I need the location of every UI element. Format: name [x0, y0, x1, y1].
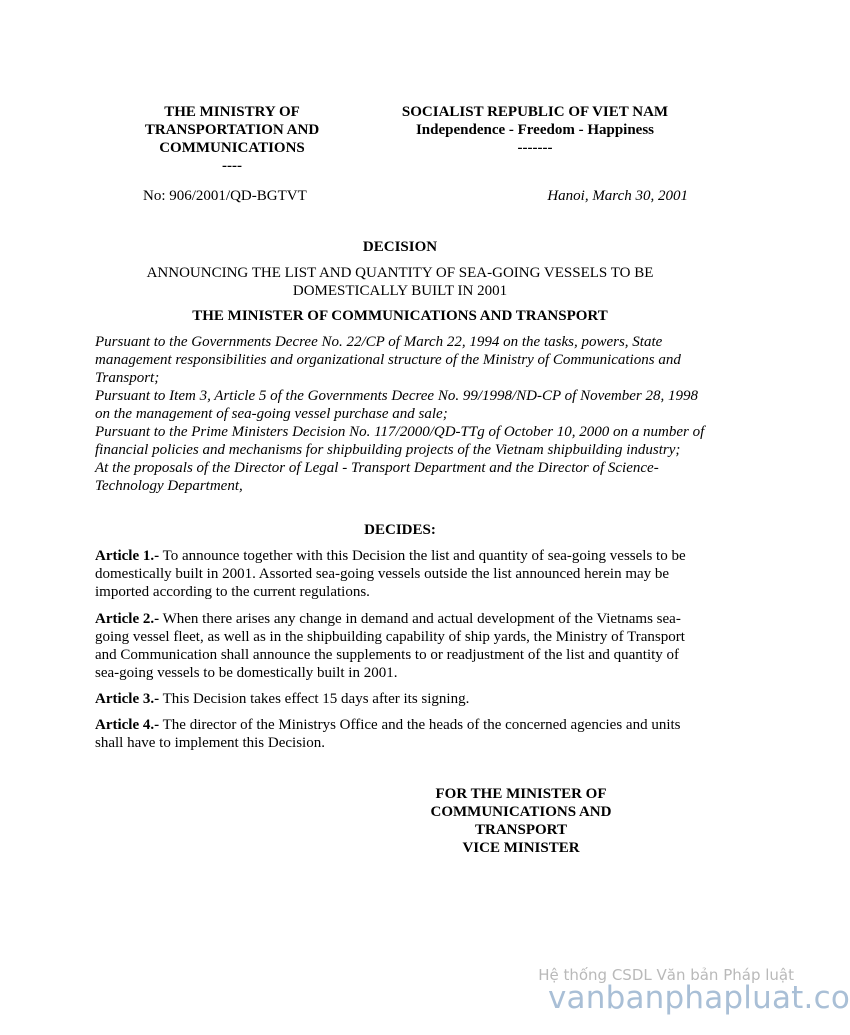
national-motto-header: [380, 103, 690, 157]
issuing-agency-header: [130, 103, 334, 175]
article-1: [95, 547, 705, 601]
legal-basis-item: Pursuant to the Governments Decree No. 22/CP of March 22, 1994 on the tasks, powers, State management responsibilities and organizational structure of the Ministry of Communications and Transport;: [95, 334, 681, 386]
legal-basis-item: Pursuant to the Prime Ministers Decision No. 117/2000/QD-TTg of October 10, 2000 on a number of financial policies and mechanisms for shipbuilding projects of the Vietnam shipbuilding industry;: [95, 424, 705, 458]
article-text: To announce together with this Decision the list and quantity of sea-going vessels to be domestically built in 2001. Assorted sea-going vessels outside the list announced herein may be imported according to the current regulations.: [95, 548, 686, 600]
document-subtitle: [95, 264, 705, 300]
article-label: Article 1.-: [95, 548, 160, 564]
legal-basis: [95, 333, 705, 495]
signature-block: [412, 785, 630, 857]
agency-line: COMMUNICATIONS: [159, 140, 305, 156]
article-text: When there arises any change in demand and actual development of the Vietnams sea-going vessel fleet, as well as in the shipbuilding capability of ship yards, the Ministry of Transport and Communication shall announce the supplements to or readjustment of the list and quantity of sea-going vessels to be domestically built in 2001.: [95, 611, 685, 681]
legal-basis-item: Pursuant to Item 3, Article 5 of the Governments Decree No. 99/1998/ND-CP of November 28, 1998 on the management of sea-going vessel purchase and sale;: [95, 388, 698, 422]
document-title: DECISION: [362, 239, 438, 255]
article-text: The director of the Ministrys Office and the heads of the concerned agencies and units shall have to implement this Decision.: [95, 717, 681, 751]
legal-basis-item: At the proposals of the Director of Legal - Transport Department and the Director of Science-Technology Department,: [95, 460, 659, 494]
article-label: Article 2.-: [95, 611, 160, 627]
agency-separator: ----: [222, 158, 242, 174]
signature-line: COMMUNICATIONS AND: [430, 804, 612, 820]
watermark-caption: Hệ thống CSDL Văn bản Pháp luật: [538, 966, 794, 984]
signature-line: FOR THE MINISTER OF: [435, 786, 607, 802]
agency-line: TRANSPORTATION AND: [144, 122, 320, 138]
article-text: This Decision takes effect 15 days after its signing.: [159, 691, 470, 707]
subtitle-line: ANNOUNCING THE LIST AND QUANTITY OF SEA-GOING VESSELS TO BE: [146, 265, 654, 281]
article-4: [95, 716, 705, 752]
article-3: [95, 690, 705, 708]
signature-line: TRANSPORT: [475, 822, 567, 838]
watermark-site: vanbanphapluat.co: [548, 980, 850, 1016]
signer-title: VICE MINISTER: [462, 840, 580, 856]
country-name: SOCIALIST REPUBLIC OF VIET NAM: [401, 104, 669, 120]
document-date: Hanoi, March 30, 2001: [547, 188, 688, 204]
decides-heading: DECIDES:: [364, 522, 436, 538]
agency-line: THE MINISTRY OF: [164, 104, 300, 120]
motto: Independence - Freedom - Happiness: [415, 122, 655, 138]
subtitle-line: DOMESTICALLY BUILT IN 2001: [292, 283, 508, 299]
issuer-heading: THE MINISTER OF COMMUNICATIONS AND TRANSPORT: [192, 308, 608, 324]
motto-separator: -------: [517, 140, 553, 156]
article-label: Article 4.-: [95, 717, 160, 733]
document-number: No: 906/2001/QD-BGTVT: [143, 188, 307, 204]
article-2: [95, 610, 705, 682]
article-label: Article 3.-: [95, 691, 160, 707]
